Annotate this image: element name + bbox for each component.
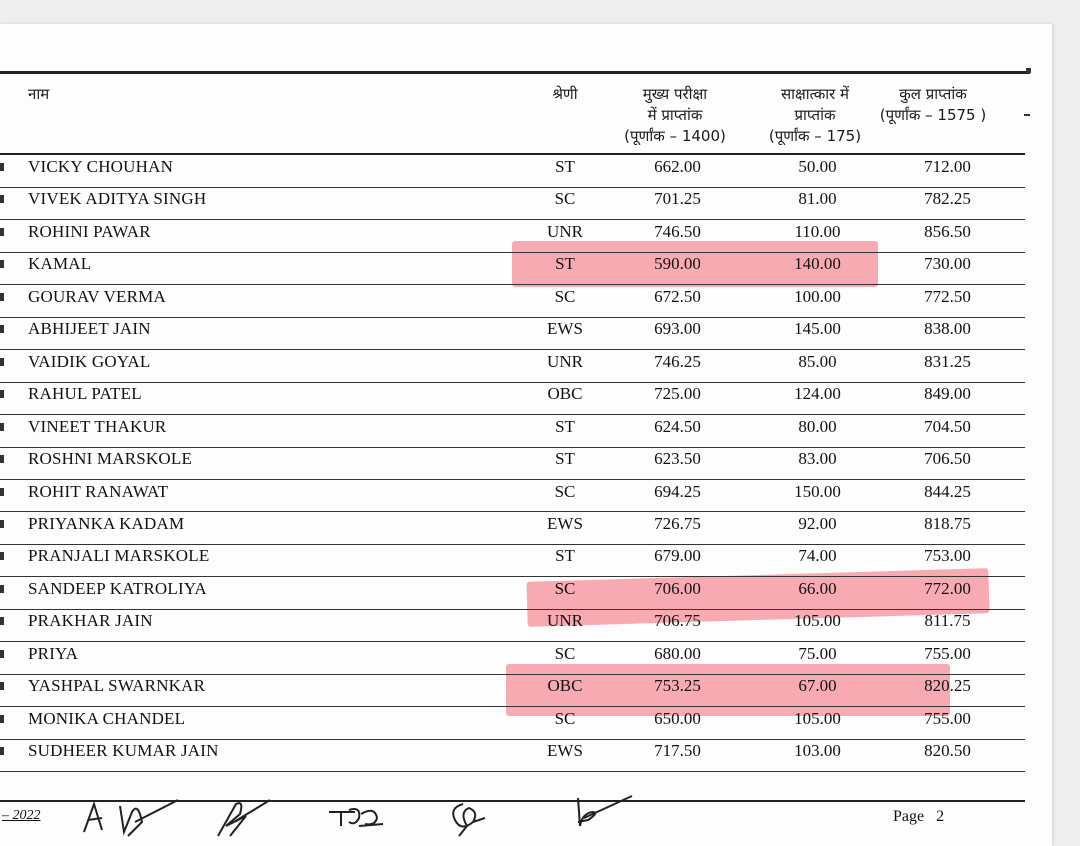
interview-score: 124.00	[794, 384, 841, 404]
total-score: 818.75	[924, 513, 971, 533]
interview-score: 105.00	[794, 611, 841, 631]
margin-mark	[0, 715, 4, 723]
candidate-name: ROSHNI MARSKOLE	[28, 449, 193, 469]
page-number: 2	[936, 808, 945, 825]
total-score: 706.50	[924, 449, 971, 469]
category-cell: ST	[555, 449, 575, 469]
interview-score: 74.00	[798, 546, 837, 566]
row-divider	[0, 414, 1025, 415]
candidate-name: ROHIT RANAWAT	[28, 481, 169, 501]
margin-mark	[0, 682, 4, 690]
candidate-name: SANDEEP KATROLIYA	[28, 578, 207, 598]
margin-mark	[0, 488, 4, 496]
category-cell: ST	[555, 416, 575, 436]
margin-mark	[0, 163, 4, 171]
candidate-name: RAHUL PATEL	[28, 384, 142, 404]
row-divider	[0, 674, 1025, 675]
row-divider	[0, 284, 1025, 285]
main-exam-score: 726.75	[654, 513, 701, 533]
category-cell: ST	[555, 546, 575, 566]
main-exam-score: 650.00	[654, 708, 701, 728]
interview-score: 145.00	[794, 319, 841, 339]
interview-score: 83.00	[798, 449, 837, 469]
margin-mark	[0, 358, 4, 366]
row-divider	[0, 382, 1025, 383]
interview-score: 140.00	[794, 254, 841, 274]
interview-score: 105.00	[794, 708, 841, 728]
category-cell: SC	[554, 643, 576, 663]
total-score: 811.75	[924, 611, 971, 631]
row-divider	[0, 317, 1025, 318]
interview-score: 66.00	[798, 578, 837, 598]
interview-score: 150.00	[794, 481, 841, 501]
total-score: 730.00	[924, 254, 971, 274]
margin-mark	[0, 390, 4, 398]
candidate-name: PRAKHAR JAIN	[28, 611, 153, 631]
signature-4	[445, 792, 495, 842]
interview-score: 92.00	[798, 513, 837, 533]
margin-mark	[0, 260, 4, 268]
category-cell: UNR	[547, 351, 583, 371]
row-divider	[0, 576, 1025, 577]
row-divider	[0, 252, 1025, 253]
signature-5	[570, 792, 640, 842]
row-divider	[0, 219, 1025, 220]
category-cell: UNR	[547, 611, 583, 631]
header-bottom-rule	[0, 153, 1025, 155]
margin-mark	[0, 747, 4, 755]
margin-mark	[0, 423, 4, 431]
candidate-name: VINEET THAKUR	[28, 416, 167, 436]
category-cell: SC	[554, 578, 576, 598]
main-exam-score: 624.50	[654, 416, 701, 436]
category-cell: SC	[554, 708, 576, 728]
interview-score: 67.00	[798, 676, 837, 696]
main-exam-score: 693.00	[654, 319, 701, 339]
total-score: 782.25	[924, 189, 971, 209]
margin-mark	[0, 195, 4, 203]
margin-mark	[0, 325, 4, 333]
footer-date: – 2022	[2, 808, 41, 823]
margin-mark	[0, 650, 4, 658]
category-cell: SC	[554, 189, 576, 209]
category-cell: EWS	[547, 513, 583, 533]
total-score: 755.00	[924, 643, 971, 663]
total-score: 831.25	[924, 351, 971, 371]
category-cell: OBC	[547, 676, 583, 696]
main-exam-score: 694.25	[654, 481, 701, 501]
interview-score: 75.00	[798, 643, 837, 663]
main-exam-score: 753.25	[654, 676, 701, 696]
margin-mark	[0, 520, 4, 528]
table-top-rule	[0, 71, 1030, 74]
row-divider	[0, 187, 1025, 188]
page-indicator	[893, 808, 944, 826]
main-exam-score: 679.00	[654, 546, 701, 566]
margin-mark	[1026, 68, 1031, 73]
total-score: 753.00	[924, 546, 971, 566]
main-exam-score: 680.00	[654, 643, 701, 663]
candidate-name: ROHINI PAWAR	[28, 221, 151, 241]
candidate-name: VIVEK ADITYA SINGH	[28, 189, 207, 209]
interview-score: 81.00	[798, 189, 837, 209]
interview-score: 110.00	[794, 221, 841, 241]
row-divider	[0, 771, 1025, 772]
category-cell: EWS	[547, 319, 583, 339]
main-exam-score: 746.50	[654, 221, 701, 241]
candidate-name: KAMAL	[28, 254, 92, 274]
margin-mark	[0, 585, 4, 593]
total-score: 772.50	[924, 286, 971, 306]
category-cell: ST	[555, 254, 575, 274]
margin-mark	[0, 293, 4, 301]
candidate-name: PRIYANKA KADAM	[28, 513, 185, 533]
interview-score: 80.00	[798, 416, 837, 436]
signature-2	[210, 792, 290, 842]
total-score: 820.50	[924, 741, 971, 761]
row-divider	[0, 349, 1025, 350]
total-score: 704.50	[924, 416, 971, 436]
interview-score: 103.00	[794, 741, 841, 761]
total-score: 772.00	[924, 578, 971, 598]
candidate-name: YASHPAL SWARNKAR	[28, 676, 206, 696]
row-divider	[0, 706, 1025, 707]
header-name: नाम	[28, 85, 50, 103]
header-interview: साक्षात्कार में प्राप्तांक (पूर्णांक – 175)	[768, 85, 862, 145]
candidate-name: GOURAV VERMA	[28, 286, 166, 306]
interview-score: 100.00	[794, 286, 841, 306]
row-divider	[0, 739, 1025, 740]
main-exam-score: 717.50	[654, 741, 701, 761]
main-exam-score: 706.75	[654, 611, 701, 631]
total-score: 755.00	[924, 708, 971, 728]
header-total: कुल प्राप्तांक (पूर्णांक – 1575 )	[879, 85, 987, 124]
margin-mark	[1024, 114, 1030, 116]
main-exam-score: 725.00	[654, 384, 701, 404]
total-score: 849.00	[924, 384, 971, 404]
signature-3	[325, 792, 395, 842]
main-exam-score: 706.00	[654, 578, 701, 598]
row-divider	[0, 511, 1025, 512]
main-exam-score: 672.50	[654, 286, 701, 306]
interview-score: 85.00	[798, 351, 837, 371]
candidate-name: ABHIJEET JAIN	[28, 319, 151, 339]
total-score: 838.00	[924, 319, 971, 339]
category-cell: EWS	[547, 741, 583, 761]
main-exam-score: 746.25	[654, 351, 701, 371]
margin-mark	[0, 617, 4, 625]
candidate-name: VICKY CHOUHAN	[28, 157, 174, 176]
header-main-exam: मुख्य परीक्षा में प्राप्तांक (पूर्णांक – 1400)	[624, 85, 726, 145]
row-divider	[0, 447, 1025, 448]
signature-1	[80, 792, 190, 842]
row-divider	[0, 641, 1025, 642]
margin-mark	[0, 455, 4, 463]
total-score: 856.50	[924, 221, 971, 241]
category-cell: UNR	[547, 221, 583, 241]
header-category: श्रेणी	[552, 85, 578, 103]
category-cell: OBC	[547, 384, 583, 404]
margin-mark	[0, 228, 4, 236]
category-cell: SC	[554, 286, 576, 306]
candidate-name: PRIYA	[28, 643, 79, 663]
total-score: 820.25	[924, 676, 971, 696]
candidate-name: MONIKA CHANDEL	[28, 708, 186, 728]
main-exam-score: 662.00	[654, 157, 701, 176]
main-exam-score: 701.25	[654, 189, 701, 209]
row-divider	[0, 479, 1025, 480]
interview-score: 50.00	[798, 157, 837, 176]
main-exam-score: 623.50	[654, 449, 701, 469]
row-divider	[0, 544, 1025, 545]
category-cell: ST	[555, 157, 575, 176]
category-cell: SC	[554, 481, 576, 501]
candidate-name: PRANJALI MARSKOLE	[28, 546, 210, 566]
page-label: Page	[893, 808, 925, 825]
main-exam-score: 590.00	[654, 254, 701, 274]
total-score: 712.00	[924, 157, 971, 176]
row-divider	[0, 609, 1025, 610]
candidate-name: SUDHEER KUMAR JAIN	[28, 741, 219, 761]
total-score: 844.25	[924, 481, 971, 501]
candidate-name: VAIDIK GOYAL	[28, 351, 151, 371]
margin-mark	[0, 552, 4, 560]
